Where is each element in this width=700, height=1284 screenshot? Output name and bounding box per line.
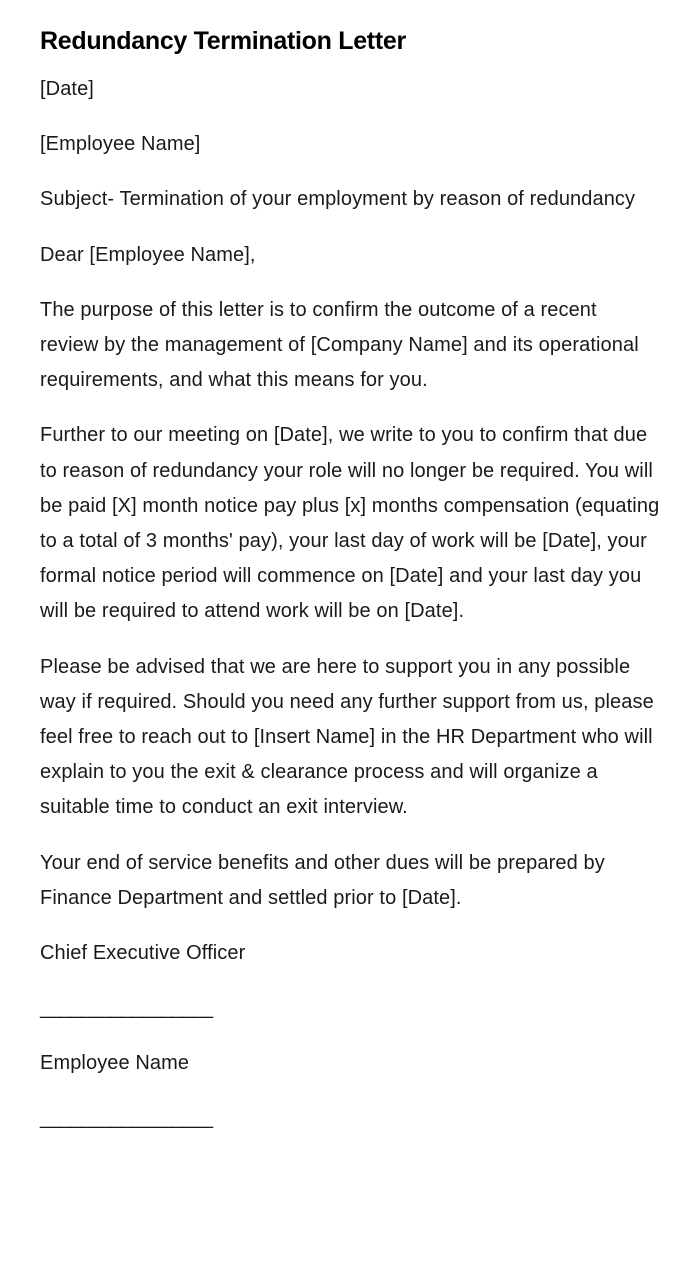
paragraph-meeting-details: Further to our meeting on [Date], we write to you to confirm that due to reason of redundancy your role will no longer be required. You will be paid [X] month notice pay plus [x] months compensation (equating to a total of 3 months' pay), your last day of work will be [Date], your formal notice period will commence on [Date] and your last day you will be required to attend work will be on [Date].	[40, 424, 660, 623]
document-title: Redundancy Termination Letter	[40, 27, 406, 55]
signatory-title-ceo: Chief Executive Officer	[40, 942, 246, 965]
subject-line: Subject- Termination of your employment by reason of redundancy	[40, 188, 636, 211]
paragraph-benefits: Your end of service benefits and other dues will be prepared by Finance Department and settled prior to [Date].	[40, 851, 605, 909]
employee-name-line: [Employee Name]	[40, 133, 201, 156]
signatory-title-employee: Employee Name	[40, 1052, 190, 1075]
paragraph-support: Please be advised that we are here to support you in any possible way if required. Should you need any further support from us, please feel free to reach out to [Insert Name] in the HR Department who will explain to you the exit & clearance process and will organize a suitable time to conduct an exit interview.	[40, 655, 654, 819]
date-line: [Date]	[40, 78, 94, 100]
salutation: Dear [Employee Name],	[40, 243, 256, 266]
signature-line-employee: _________________	[40, 1107, 213, 1130]
signature-line-ceo: _________________	[40, 997, 213, 1020]
paragraph-purpose: The purpose of this letter is to confirm the outcome of a recent review by the management of [Company Name] and its operational requirements, and what this means for you.	[40, 298, 639, 392]
